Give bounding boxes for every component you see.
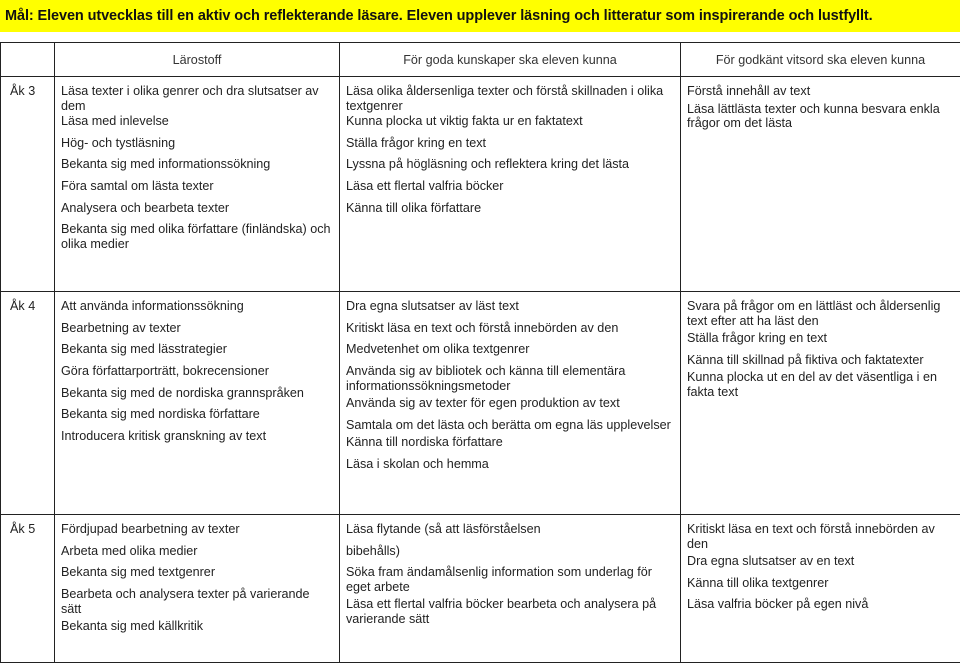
list-item: Kritiskt läsa en text och förstå innebörden av den [346,321,674,336]
list-item: Bearbetning av texter [61,321,333,336]
list-item: Analysera och bearbeta texter [61,201,333,216]
godkant-cell [681,515,960,663]
list-item: Bekanta sig med nordiska författare [61,407,333,422]
list-item: Läsa i skolan och hemma [346,457,674,472]
year-label: Åk 4 [1,292,55,515]
list-item: Läsa flytande (så att läsförståelsen [346,522,674,537]
list-item: Känna till skillnad på fiktiva och faktatexter [687,353,954,368]
list-item: Bekanta sig med olika författare (finländska) och olika medier [61,222,333,251]
goda-cell [340,515,681,663]
list-item: Känna till olika textgenrer [687,576,954,591]
list-item: Läsa ett flertal valfria böcker bearbeta och analysera på varierande sätt [346,597,674,626]
larostoff-cell [55,515,340,663]
list-item: Kritiskt läsa en text och förstå innebörden av den [687,522,954,551]
list-item: Lyssna på högläsning och reflektera kring det lästa [346,157,674,172]
header-row [1,43,960,77]
list-item: Läsa olika åldersenliga texter och förstå skillnaden i olika textgenrer [346,84,674,113]
list-item: Läsa med inlevelse [61,114,333,129]
list-item: bibehålls) [346,544,674,559]
list-item: Dra egna slutsatser av läst text [346,299,674,314]
table-row [1,77,960,292]
larostoff-cell [55,77,340,292]
goda-cell [340,292,681,515]
header-year [1,43,55,77]
list-item: Samtala om det lästa och berätta om egna läs upplevelser [346,418,674,433]
list-item: Läsa texter i olika genrer och dra slutsatser av dem [61,84,333,113]
list-item: Medvetenhet om olika textgenrer [346,342,674,357]
list-item: Läsa valfria böcker på egen nivå [687,597,954,612]
list-item: Dra egna slutsatser av en text [687,554,954,569]
list-item: Att använda informationssökning [61,299,333,314]
list-item: Göra författarporträtt, bokrecensioner [61,364,333,379]
curriculum-table [0,42,960,663]
list-item: Söka fram ändamålsenlig information som underlag för eget arbete [346,565,674,594]
list-item: Ställa frågor kring en text [687,331,954,346]
list-item: Bekanta sig med källkritik [61,619,333,634]
list-item: Kunna plocka ut viktig fakta ur en faktatext [346,114,674,129]
list-item: Bekanta sig med lässtrategier [61,342,333,357]
list-item: Fördjupad bearbetning av texter [61,522,333,537]
list-item: Introducera kritisk granskning av text [61,429,333,444]
list-item: Arbeta med olika medier [61,544,333,559]
larostoff-cell [55,292,340,515]
list-item: Ställa frågor kring en text [346,136,674,151]
list-item: Svara på frågor om en lättläst och åldersenlig text efter att ha läst den [687,299,954,328]
list-item: Bekanta sig med informationssökning [61,157,333,172]
godkant-cell [681,292,960,515]
header-goda: För goda kunskaper ska eleven kunna [340,43,681,77]
header-larostoff: Lärostoff [55,43,340,77]
list-item: Kunna plocka ut en del av det väsentliga i en fakta text [687,370,954,399]
list-item: Förstå innehåll av text [687,84,954,99]
header-godkant: För godkänt vitsord ska eleven kunna [681,43,960,77]
list-item: Bekanta sig med de nordiska grannspråken [61,386,333,401]
list-item: Läsa lättlästa texter och kunna besvara enkla frågor om det lästa [687,102,954,131]
list-item: Känna till olika författare [346,201,674,216]
table-row [1,515,960,663]
goal-banner: Mål: Eleven utvecklas till en aktiv och reflekterande läsare. Eleven upplever läsning och litteratur som inspirerande och lustfyllt. [0,0,960,32]
year-label: Åk 3 [1,77,55,292]
list-item: Föra samtal om lästa texter [61,179,333,194]
list-item: Bekanta sig med textgenrer [61,565,333,580]
list-item: Använda sig av texter för egen produktion av text [346,396,674,411]
table-row [1,292,960,515]
list-item: Läsa ett flertal valfria böcker [346,179,674,194]
godkant-cell [681,77,960,292]
list-item: Bearbeta och analysera texter på varierande sätt [61,587,333,616]
list-item: Använda sig av bibliotek och känna till elementära informationssökningsmetoder [346,364,674,393]
goda-cell [340,77,681,292]
year-label: Åk 5 [1,515,55,663]
list-item: Känna till nordiska författare [346,435,674,450]
list-item: Hög- och tystläsning [61,136,333,151]
